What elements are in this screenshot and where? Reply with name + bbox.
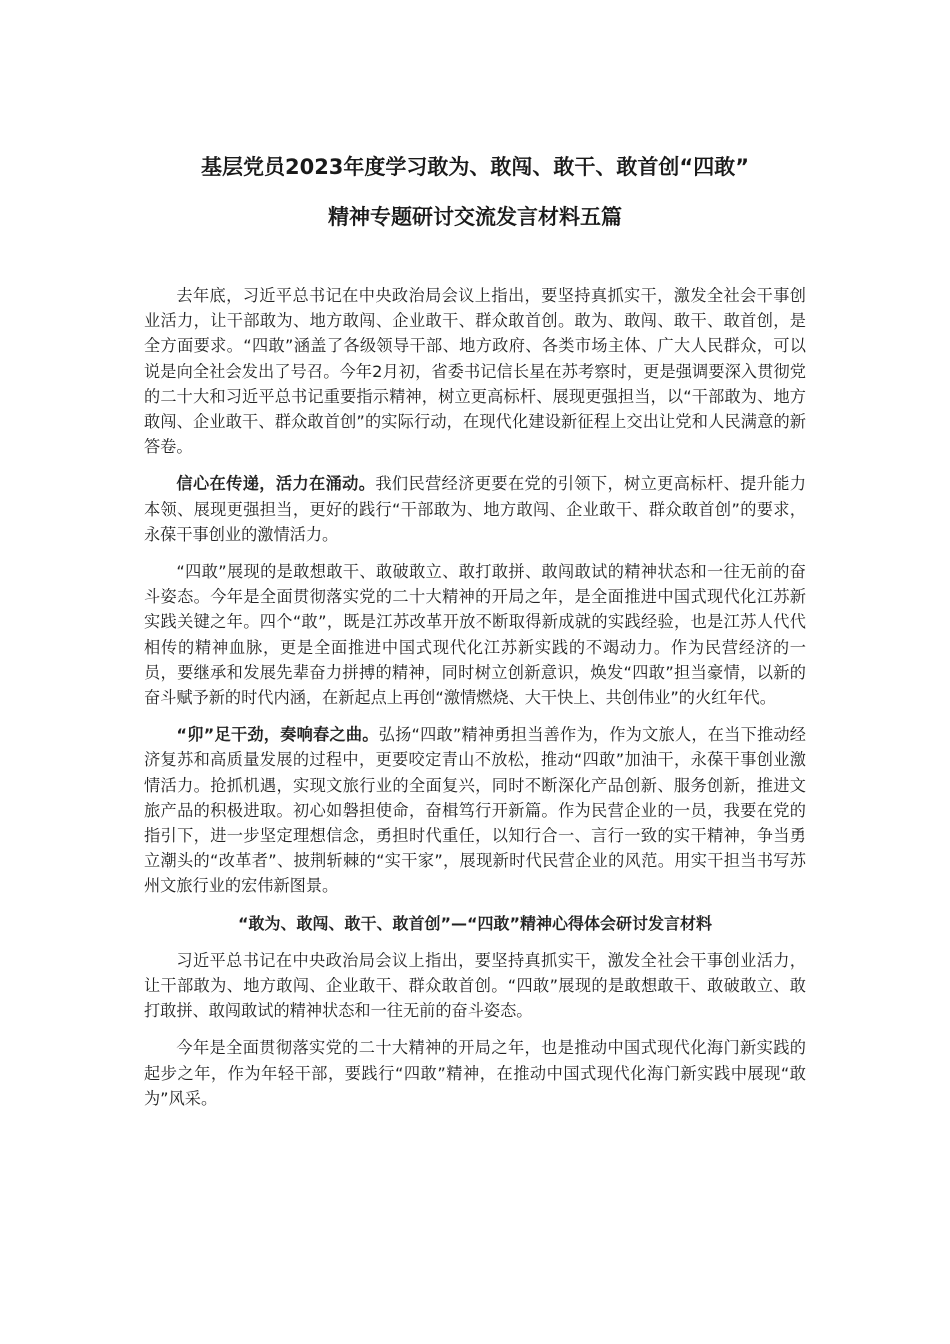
paragraph-section2-intro (144, 948, 806, 1024)
paragraph-text: 习近平总书记在中央政治局会议上指出，要坚持真抓实干，激发全社会干事创业活力，让干部敢为、地方敢闯、企业敢干、群众敢首创。“四敢”展现的是敢想敢干、敢破敢立、敢打敢拼、敢闯敢试的精神状态和一往无前的奋斗姿态。 (144, 950, 806, 1021)
paragraph-text: 我们民营经济更要在党的引领下，树立更高标杆、提升能力本领、展现更强担当，更好的践行“干部敢为、地方敢闯、企业敢干、群众敢首创”的要求，永葆干事创业的激情活力。 (144, 474, 807, 544)
document-body (144, 283, 806, 1123)
paragraph-lead: “卯”足干劲，奏响春之曲。 (176, 725, 379, 745)
section-subheading: “敢为、敢闯、敢干、敢首创”—“四敢”精神心得体会研讨发言材料 (237, 913, 713, 933)
document-title-line-2: 精神专题研讨交流发言材料五篇 (328, 205, 622, 229)
paragraph-text: 弘扬“四敢”精神勇担当善作为，作为文旅人，在当下推动经济复苏和高质量发展的过程中，更要咬定青山不放松，推动“四敢”加油干，永葆干事创业激情活力。抢抓机遇，实现文旅行业的全面复兴，同时不断深化产品创新、服务创新，推进文旅产品的积极进取。初心如磐担使命，奋楫笃行开新篇。作为民营企业的一员，我要在党的指引下，进一步坚定理想信念，勇担时代重任，以知行合一、言行一致的实干精神，争当勇立潮头的“改革者”、披荆斩棘的“实干家”，展现新时代民营企业的风范。用实干担当书写苏州文旅行业的宏伟新图景。 (144, 725, 806, 896)
paragraph-four-dares (144, 559, 806, 710)
paragraph-intro (144, 283, 806, 459)
paragraph-spring (144, 722, 806, 898)
paragraph-text: “四敢”展现的是敢想敢干、敢破敢立、敢打敢拼、敢闯敢试的精神状态和一往无前的奋斗姿态。今年是全面贯彻落实党的二十大精神的开局之年，是全面推进中国式现代化江苏新实践关键之年。四个“敢”，既是江苏改革开放不断取得新成就的实践经验，也是江苏人代代相传的精神血脉，更是全面推进中国式现代化江苏新实践的不竭动力。作为民营经济的一员，要继承和发展先辈奋力拼搏的精神，同时树立创新意识，焕发“四敢”担当豪情，以新的奋斗赋予新的时代内涵，在新起点上再创“激情燃烧、大干快上、共创伟业”的火红年代。 (144, 562, 806, 708)
document-title-line-1: 基层党员2023年度学习敢为、敢闯、敢干、敢首创“四敢” (200, 155, 750, 179)
paragraph-confidence (144, 471, 806, 547)
paragraph-section2-haimen (144, 1035, 806, 1111)
paragraph-lead: 信心在传递，活力在涌动。 (176, 474, 376, 494)
paragraph-text: 去年底，习近平总书记在中央政治局会议上指出，要坚持真抓实干，激发全社会干事创业活力，让干部敢为、地方敢闯、企业敢干、群众敢首创。敢为、敢闯、敢干、敢首创，是全方面要求。“四敢”涵盖了各级领导干部、地方政府、各类市场主体、广大人民群众，可以说是向全社会发出了号召。今年2月初，省委书记信长星在苏考察时，更是强调要深入贯彻党的二十大和习近平总书记重要指示精神，树立更高标杆、展现更强担当，以“干部敢为、地方敢闯、企业敢干、群众敢首创”的实际行动，在现代化建设新征程上交出让党和人民满意的新答卷。 (144, 286, 806, 457)
paragraph-text: 今年是全面贯彻落实党的二十大精神的开局之年，也是推动中国式现代化海门新实践的起步之年，作为年轻干部，要践行“四敢”精神，在推动中国式现代化海门新实践中展现“敢为”风采。 (144, 1038, 806, 1108)
